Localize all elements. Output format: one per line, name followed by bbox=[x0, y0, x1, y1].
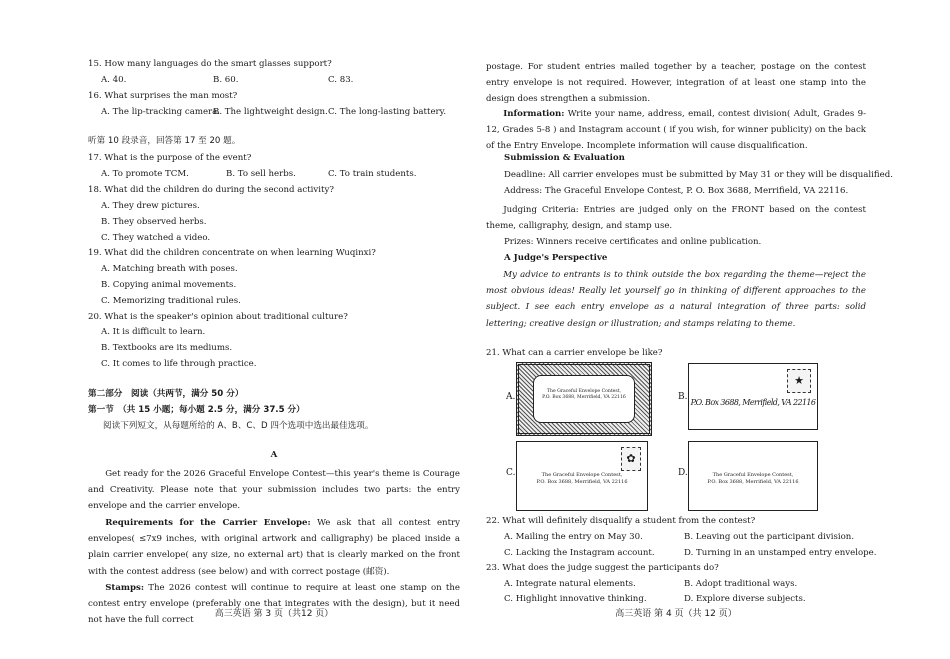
q21-option-d-label[interactable]: D. bbox=[678, 468, 688, 478]
envelope-a-line-1: The Graceful Envelope Contest, bbox=[546, 389, 622, 394]
q16-option-a[interactable]: A. The lip-tracking camera. bbox=[101, 107, 221, 117]
q19-option-c[interactable]: C. Memorizing traditional rules. bbox=[101, 296, 241, 306]
q15-option-a[interactable]: A. 40. bbox=[101, 75, 127, 85]
judging-criteria-text: Judging Criteria: Entries are judged only on the FRONT based on the contest theme, calligraphy, design, and stamp use. bbox=[486, 205, 866, 232]
q18-option-c[interactable]: C. They watched a video. bbox=[101, 233, 211, 243]
section1-title: 第一节 （共 15 小题；每小题 2.5 分，满分 37.5 分） bbox=[88, 405, 305, 415]
q23-option-a[interactable]: A. Integrate natural elements. bbox=[504, 579, 636, 589]
q15-option-b[interactable]: B. 60. bbox=[213, 75, 239, 85]
passage-paragraph-2 bbox=[88, 515, 460, 580]
information-paragraph bbox=[486, 106, 866, 155]
address-text: Address: The Graceful Envelope Contest, P. O. Box 3688, Merrifield, VA 22116. bbox=[504, 186, 849, 196]
q19-option-b[interactable]: B. Copying animal movements. bbox=[101, 280, 237, 290]
q16-option-c[interactable]: C. The long-lasting battery. bbox=[328, 107, 447, 117]
q18-stem: 18. What did the children do during the second activity? bbox=[88, 185, 334, 195]
q22-stem: 22. What will definitely disqualify a student from the contest? bbox=[486, 516, 756, 526]
envelope-c-line-2: P.O. Box 3688, Merrifield, VA 22116 bbox=[536, 479, 628, 485]
q16-option-b[interactable]: B. The lightweight design. bbox=[213, 107, 328, 117]
left-page bbox=[88, 0, 460, 659]
information-text: Write your name, address, email, contest division( Adult, Grades 9-12, Grades 5-8 ) and Instagram account ( if you wish, for winner publicity) on the back of the Entry Envelope. Incomplete information will cause disqualification. bbox=[486, 109, 866, 152]
left-page-footer: 高三英语 第 3 页（共12 页） bbox=[214, 609, 334, 619]
q22-option-c[interactable]: C. Lacking the Instagram account. bbox=[504, 548, 655, 558]
envelope-option-b[interactable] bbox=[688, 363, 818, 430]
envelope-a-line-2: P.O. Box 3688, Merrifield, VA 22116 bbox=[542, 395, 626, 400]
reading-instruction: 阅读下列短文，从每题所给的 A、B、C、D 四个选项中选出最佳选项。 bbox=[103, 421, 374, 431]
envelope-a-inner bbox=[533, 375, 635, 423]
passage-label: A bbox=[270, 450, 278, 460]
envelope-b-address: P.O. Box 3688, Merrifield, VA 22116 bbox=[690, 398, 816, 407]
information-heading: Information: bbox=[503, 109, 565, 119]
q20-stem: 20. What is the speaker's opinion about traditional culture? bbox=[88, 312, 348, 322]
q23-option-d[interactable]: D. Explore diverse subjects. bbox=[684, 594, 806, 604]
star-stamp-icon: ★ bbox=[787, 369, 811, 393]
part2-title: 第二部分 阅读（共两节，满分 50 分） bbox=[88, 389, 244, 399]
stamps-text: The 2026 contest will continue to require at least one stamp on the contest entry envelope (preferably one that integrates with the design), but it need not have the full correct bbox=[88, 583, 460, 626]
q23-stem: 23. What does the judge suggest the participants do? bbox=[486, 563, 719, 573]
q20-option-a[interactable]: A. It is difficult to learn. bbox=[101, 327, 206, 337]
envelope-d-address bbox=[689, 472, 817, 486]
envelope-c-line-1: The Graceful Envelope Contest, bbox=[541, 472, 623, 478]
envelope-option-d[interactable] bbox=[688, 441, 818, 511]
q22-option-d[interactable]: D. Turning in an unstamped entry envelope. bbox=[684, 548, 877, 558]
q18-option-b[interactable]: B. They observed herbs. bbox=[101, 217, 207, 227]
q19-option-a[interactable]: A. Matching breath with poses. bbox=[101, 264, 238, 274]
envelope-option-c[interactable] bbox=[516, 441, 648, 511]
submission-heading: Submission & Evaluation bbox=[504, 153, 625, 163]
q17-option-b[interactable]: B. To sell herbs. bbox=[226, 169, 296, 179]
deadline-text: Deadline: All carrier envelopes must be submitted by May 31 or they will be disqualified. bbox=[504, 170, 893, 180]
q23-option-c[interactable]: C. Highlight innovative thinking. bbox=[504, 594, 647, 604]
right-page-footer: 高三英语 第 4 页（共 12 页） bbox=[615, 609, 737, 619]
q19-stem: 19. What did the children concentrate on when learning Wuqinxi? bbox=[88, 248, 376, 258]
q18-option-a[interactable]: A. They drew pictures. bbox=[101, 201, 200, 211]
q17-option-a[interactable]: A. To promote TCM. bbox=[101, 169, 189, 179]
passage-paragraph-3 bbox=[88, 580, 460, 629]
passage-paragraph-continued: postage. For student entries mailed together by a teacher, postage on the contest entry envelope is not required. However, integration of at least one stamp into the design does strengthen a submission. bbox=[486, 62, 866, 105]
q20-option-b[interactable]: B. Textbooks are its mediums. bbox=[101, 343, 233, 353]
q23-option-b[interactable]: B. Adopt traditional ways. bbox=[684, 579, 798, 589]
q21-option-c-label[interactable]: C. bbox=[506, 468, 516, 478]
envelope-a-address bbox=[534, 389, 634, 401]
q21-stem: 21. What can a carrier envelope be like? bbox=[486, 348, 663, 358]
q17-option-c[interactable]: C. To train students. bbox=[328, 169, 417, 179]
q22-option-b[interactable]: B. Leaving out the participant division. bbox=[684, 532, 855, 542]
passage-paragraph-1: Get ready for the 2026 Graceful Envelope Contest—this year's theme is Courage and Creativity. Please note that your submission includes two parts: the entry envelope and the carrier envelope. bbox=[88, 469, 460, 512]
flower-stamp-icon: ✿ bbox=[621, 447, 641, 471]
q15-stem: 15. How many languages do the smart glasses support? bbox=[88, 59, 332, 69]
q15-option-c[interactable]: C. 83. bbox=[328, 75, 354, 85]
section10-heading: 听第 10 段录音，回答第 17 至 20 题。 bbox=[88, 136, 241, 146]
stamps-heading: Stamps: bbox=[105, 583, 145, 593]
carrier-requirements-heading: Requirements for the Carrier Envelope: bbox=[105, 518, 311, 528]
q21-option-b-label[interactable]: B. bbox=[678, 392, 688, 402]
judge-heading: A Judge's Perspective bbox=[504, 253, 608, 263]
q21-option-a-label[interactable]: A. bbox=[506, 392, 516, 402]
envelope-option-a[interactable] bbox=[516, 362, 652, 436]
prizes-text: Prizes: Winners receive certificates and online publication. bbox=[504, 237, 762, 247]
q22-option-a[interactable]: A. Mailing the entry on May 30. bbox=[504, 532, 643, 542]
envelope-d-line-2: P.O. Box 3688, Merrifield, VA 22116 bbox=[707, 479, 799, 485]
carrier-requirements-text: We ask that all contest entry envelopes( ≤7x9 inches, with original artwork and calligraphy) be placed inside a plain carrier envelope( any size, no external art) that is clearly marked on the front with the contest address (see below) and with correct postage (邮资). bbox=[88, 518, 460, 577]
right-page bbox=[486, 0, 893, 659]
envelope-c-address bbox=[517, 472, 647, 486]
q20-option-c[interactable]: C. It comes to life through practice. bbox=[101, 359, 257, 369]
q17-stem: 17. What is the purpose of the event? bbox=[88, 153, 252, 163]
q16-stem: 16. What surprises the man most? bbox=[88, 91, 238, 101]
judge-paragraph: My advice to entrants is to think outside the box regarding the theme—reject the most obvious ideas! Really let yourself go in thinking of different approaches to the subject. I see each entry envelope as a natural integration of three parts: solid lettering; creative design or illustration; and stamps relating to theme. bbox=[486, 270, 866, 329]
envelope-d-line-1: The Graceful Envelope Contest, bbox=[712, 472, 794, 478]
